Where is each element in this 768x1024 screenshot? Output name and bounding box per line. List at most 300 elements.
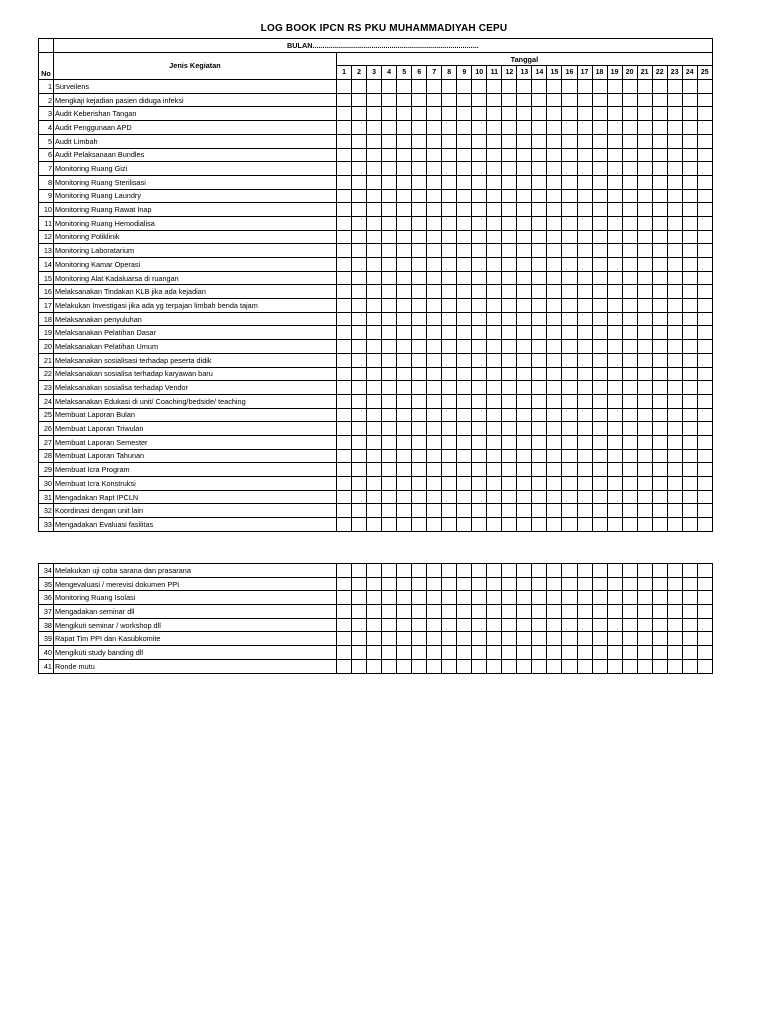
- day-cell[interactable]: [457, 381, 472, 395]
- day-cell[interactable]: [352, 312, 367, 326]
- day-cell[interactable]: [442, 80, 457, 94]
- day-cell[interactable]: [367, 148, 382, 162]
- day-cell[interactable]: [547, 646, 562, 660]
- day-cell[interactable]: [697, 618, 712, 632]
- day-cell[interactable]: [352, 93, 367, 107]
- day-cell[interactable]: [502, 659, 517, 673]
- day-cell[interactable]: [472, 230, 487, 244]
- day-cell[interactable]: [337, 340, 352, 354]
- day-cell[interactable]: [592, 230, 607, 244]
- day-cell[interactable]: [577, 449, 592, 463]
- day-cell[interactable]: [637, 477, 652, 491]
- day-cell[interactable]: [592, 121, 607, 135]
- day-cell[interactable]: [457, 408, 472, 422]
- day-cell[interactable]: [697, 632, 712, 646]
- day-cell[interactable]: [697, 449, 712, 463]
- day-cell[interactable]: [607, 189, 622, 203]
- day-cell[interactable]: [502, 518, 517, 532]
- day-cell[interactable]: [412, 216, 427, 230]
- day-cell[interactable]: [487, 312, 502, 326]
- day-cell[interactable]: [472, 285, 487, 299]
- day-cell[interactable]: [352, 408, 367, 422]
- day-cell[interactable]: [442, 271, 457, 285]
- day-cell[interactable]: [457, 605, 472, 619]
- day-cell[interactable]: [412, 299, 427, 313]
- day-cell[interactable]: [352, 258, 367, 272]
- day-cell[interactable]: [667, 435, 682, 449]
- day-cell[interactable]: [607, 422, 622, 436]
- day-cell[interactable]: [547, 285, 562, 299]
- day-cell[interactable]: [367, 367, 382, 381]
- day-cell[interactable]: [682, 285, 697, 299]
- day-cell[interactable]: [697, 326, 712, 340]
- day-cell[interactable]: [682, 490, 697, 504]
- day-cell[interactable]: [562, 591, 577, 605]
- day-cell[interactable]: [577, 244, 592, 258]
- day-cell[interactable]: [532, 175, 547, 189]
- day-cell[interactable]: [607, 312, 622, 326]
- day-cell[interactable]: [442, 93, 457, 107]
- day-cell[interactable]: [367, 230, 382, 244]
- day-cell[interactable]: [382, 435, 397, 449]
- day-cell[interactable]: [517, 618, 532, 632]
- day-cell[interactable]: [457, 564, 472, 578]
- day-cell[interactable]: [382, 408, 397, 422]
- day-cell[interactable]: [622, 591, 637, 605]
- day-cell[interactable]: [367, 618, 382, 632]
- day-cell[interactable]: [442, 564, 457, 578]
- day-cell[interactable]: [667, 80, 682, 94]
- day-cell[interactable]: [652, 340, 667, 354]
- day-cell[interactable]: [487, 367, 502, 381]
- day-cell[interactable]: [382, 659, 397, 673]
- day-cell[interactable]: [397, 518, 412, 532]
- day-cell[interactable]: [532, 353, 547, 367]
- day-cell[interactable]: [382, 381, 397, 395]
- day-cell[interactable]: [592, 463, 607, 477]
- day-cell[interactable]: [562, 162, 577, 176]
- day-cell[interactable]: [577, 148, 592, 162]
- day-cell[interactable]: [697, 148, 712, 162]
- day-cell[interactable]: [562, 175, 577, 189]
- day-cell[interactable]: [397, 632, 412, 646]
- day-cell[interactable]: [472, 326, 487, 340]
- day-cell[interactable]: [502, 449, 517, 463]
- day-cell[interactable]: [697, 353, 712, 367]
- day-cell[interactable]: [457, 93, 472, 107]
- day-cell[interactable]: [547, 326, 562, 340]
- day-cell[interactable]: [337, 504, 352, 518]
- day-cell[interactable]: [337, 381, 352, 395]
- day-cell[interactable]: [427, 148, 442, 162]
- day-cell[interactable]: [592, 449, 607, 463]
- day-cell[interactable]: [667, 299, 682, 313]
- day-cell[interactable]: [592, 189, 607, 203]
- day-cell[interactable]: [397, 490, 412, 504]
- day-cell[interactable]: [532, 312, 547, 326]
- day-cell[interactable]: [622, 258, 637, 272]
- day-cell[interactable]: [472, 564, 487, 578]
- day-cell[interactable]: [562, 271, 577, 285]
- day-cell[interactable]: [562, 408, 577, 422]
- day-cell[interactable]: [652, 271, 667, 285]
- day-cell[interactable]: [532, 449, 547, 463]
- day-cell[interactable]: [472, 189, 487, 203]
- day-cell[interactable]: [382, 121, 397, 135]
- day-cell[interactable]: [517, 175, 532, 189]
- day-cell[interactable]: [427, 408, 442, 422]
- day-cell[interactable]: [622, 80, 637, 94]
- day-cell[interactable]: [697, 490, 712, 504]
- day-cell[interactable]: [352, 162, 367, 176]
- day-cell[interactable]: [517, 422, 532, 436]
- day-cell[interactable]: [442, 381, 457, 395]
- day-cell[interactable]: [352, 353, 367, 367]
- day-cell[interactable]: [352, 605, 367, 619]
- day-cell[interactable]: [577, 564, 592, 578]
- day-cell[interactable]: [502, 148, 517, 162]
- day-cell[interactable]: [547, 353, 562, 367]
- day-cell[interactable]: [607, 381, 622, 395]
- day-cell[interactable]: [652, 435, 667, 449]
- day-cell[interactable]: [502, 285, 517, 299]
- day-cell[interactable]: [562, 435, 577, 449]
- day-cell[interactable]: [457, 518, 472, 532]
- day-cell[interactable]: [427, 121, 442, 135]
- day-cell[interactable]: [442, 408, 457, 422]
- day-cell[interactable]: [652, 646, 667, 660]
- day-cell[interactable]: [502, 80, 517, 94]
- day-cell[interactable]: [637, 449, 652, 463]
- day-cell[interactable]: [607, 449, 622, 463]
- day-cell[interactable]: [487, 477, 502, 491]
- day-cell[interactable]: [412, 326, 427, 340]
- day-cell[interactable]: [682, 244, 697, 258]
- day-cell[interactable]: [607, 659, 622, 673]
- day-cell[interactable]: [457, 80, 472, 94]
- day-cell[interactable]: [442, 175, 457, 189]
- day-cell[interactable]: [562, 285, 577, 299]
- day-cell[interactable]: [652, 577, 667, 591]
- day-cell[interactable]: [442, 577, 457, 591]
- day-cell[interactable]: [412, 591, 427, 605]
- day-cell[interactable]: [337, 659, 352, 673]
- day-cell[interactable]: [517, 134, 532, 148]
- day-cell[interactable]: [697, 435, 712, 449]
- day-cell[interactable]: [607, 477, 622, 491]
- day-cell[interactable]: [667, 518, 682, 532]
- day-cell[interactable]: [577, 646, 592, 660]
- day-cell[interactable]: [517, 408, 532, 422]
- day-cell[interactable]: [517, 394, 532, 408]
- day-cell[interactable]: [367, 381, 382, 395]
- day-cell[interactable]: [562, 203, 577, 217]
- day-cell[interactable]: [427, 463, 442, 477]
- day-cell[interactable]: [457, 175, 472, 189]
- day-cell[interactable]: [487, 618, 502, 632]
- day-cell[interactable]: [472, 477, 487, 491]
- day-cell[interactable]: [622, 477, 637, 491]
- day-cell[interactable]: [607, 605, 622, 619]
- day-cell[interactable]: [397, 381, 412, 395]
- day-cell[interactable]: [487, 646, 502, 660]
- day-cell[interactable]: [607, 299, 622, 313]
- day-cell[interactable]: [487, 381, 502, 395]
- day-cell[interactable]: [607, 577, 622, 591]
- day-cell[interactable]: [457, 394, 472, 408]
- day-cell[interactable]: [652, 121, 667, 135]
- day-cell[interactable]: [352, 340, 367, 354]
- day-cell[interactable]: [577, 632, 592, 646]
- day-cell[interactable]: [682, 121, 697, 135]
- day-cell[interactable]: [622, 353, 637, 367]
- day-cell[interactable]: [427, 203, 442, 217]
- day-cell[interactable]: [562, 189, 577, 203]
- day-cell[interactable]: [457, 312, 472, 326]
- day-cell[interactable]: [517, 659, 532, 673]
- day-cell[interactable]: [352, 591, 367, 605]
- day-cell[interactable]: [547, 477, 562, 491]
- day-cell[interactable]: [532, 121, 547, 135]
- day-cell[interactable]: [682, 504, 697, 518]
- day-cell[interactable]: [412, 449, 427, 463]
- day-cell[interactable]: [667, 258, 682, 272]
- day-cell[interactable]: [367, 659, 382, 673]
- day-cell[interactable]: [502, 422, 517, 436]
- day-cell[interactable]: [517, 591, 532, 605]
- day-cell[interactable]: [682, 632, 697, 646]
- day-cell[interactable]: [397, 175, 412, 189]
- day-cell[interactable]: [427, 285, 442, 299]
- day-cell[interactable]: [367, 107, 382, 121]
- day-cell[interactable]: [622, 422, 637, 436]
- day-cell[interactable]: [562, 148, 577, 162]
- day-cell[interactable]: [397, 121, 412, 135]
- day-cell[interactable]: [607, 490, 622, 504]
- day-cell[interactable]: [487, 422, 502, 436]
- day-cell[interactable]: [442, 148, 457, 162]
- day-cell[interactable]: [412, 659, 427, 673]
- day-cell[interactable]: [367, 408, 382, 422]
- day-cell[interactable]: [427, 435, 442, 449]
- day-cell[interactable]: [697, 162, 712, 176]
- day-cell[interactable]: [577, 175, 592, 189]
- day-cell[interactable]: [412, 121, 427, 135]
- day-cell[interactable]: [352, 632, 367, 646]
- day-cell[interactable]: [547, 591, 562, 605]
- day-cell[interactable]: [622, 646, 637, 660]
- day-cell[interactable]: [577, 353, 592, 367]
- day-cell[interactable]: [442, 285, 457, 299]
- day-cell[interactable]: [352, 564, 367, 578]
- day-cell[interactable]: [382, 605, 397, 619]
- day-cell[interactable]: [652, 504, 667, 518]
- day-cell[interactable]: [367, 312, 382, 326]
- day-cell[interactable]: [547, 162, 562, 176]
- day-cell[interactable]: [592, 326, 607, 340]
- day-cell[interactable]: [577, 518, 592, 532]
- day-cell[interactable]: [442, 216, 457, 230]
- day-cell[interactable]: [427, 646, 442, 660]
- day-cell[interactable]: [622, 367, 637, 381]
- day-cell[interactable]: [637, 148, 652, 162]
- day-cell[interactable]: [517, 504, 532, 518]
- day-cell[interactable]: [622, 107, 637, 121]
- day-cell[interactable]: [532, 216, 547, 230]
- day-cell[interactable]: [622, 435, 637, 449]
- day-cell[interactable]: [517, 564, 532, 578]
- day-cell[interactable]: [697, 422, 712, 436]
- day-cell[interactable]: [697, 646, 712, 660]
- day-cell[interactable]: [397, 408, 412, 422]
- day-cell[interactable]: [667, 134, 682, 148]
- day-cell[interactable]: [487, 449, 502, 463]
- day-cell[interactable]: [547, 216, 562, 230]
- day-cell[interactable]: [547, 618, 562, 632]
- day-cell[interactable]: [352, 381, 367, 395]
- day-cell[interactable]: [607, 80, 622, 94]
- day-cell[interactable]: [502, 299, 517, 313]
- day-cell[interactable]: [457, 618, 472, 632]
- day-cell[interactable]: [412, 258, 427, 272]
- day-cell[interactable]: [622, 216, 637, 230]
- day-cell[interactable]: [532, 134, 547, 148]
- day-cell[interactable]: [622, 189, 637, 203]
- day-cell[interactable]: [532, 591, 547, 605]
- day-cell[interactable]: [367, 80, 382, 94]
- day-cell[interactable]: [517, 189, 532, 203]
- day-cell[interactable]: [667, 353, 682, 367]
- day-cell[interactable]: [472, 148, 487, 162]
- day-cell[interactable]: [472, 632, 487, 646]
- day-cell[interactable]: [337, 216, 352, 230]
- day-cell[interactable]: [442, 435, 457, 449]
- day-cell[interactable]: [607, 285, 622, 299]
- day-cell[interactable]: [487, 189, 502, 203]
- day-cell[interactable]: [367, 422, 382, 436]
- day-cell[interactable]: [352, 285, 367, 299]
- day-cell[interactable]: [532, 477, 547, 491]
- day-cell[interactable]: [457, 230, 472, 244]
- day-cell[interactable]: [622, 577, 637, 591]
- day-cell[interactable]: [622, 271, 637, 285]
- day-cell[interactable]: [457, 490, 472, 504]
- day-cell[interactable]: [652, 422, 667, 436]
- day-cell[interactable]: [682, 577, 697, 591]
- day-cell[interactable]: [637, 394, 652, 408]
- day-cell[interactable]: [607, 504, 622, 518]
- day-cell[interactable]: [427, 490, 442, 504]
- day-cell[interactable]: [412, 148, 427, 162]
- day-cell[interactable]: [427, 504, 442, 518]
- day-cell[interactable]: [682, 463, 697, 477]
- day-cell[interactable]: [607, 564, 622, 578]
- day-cell[interactable]: [427, 271, 442, 285]
- day-cell[interactable]: [607, 618, 622, 632]
- day-cell[interactable]: [562, 449, 577, 463]
- day-cell[interactable]: [502, 408, 517, 422]
- day-cell[interactable]: [667, 591, 682, 605]
- day-cell[interactable]: [607, 463, 622, 477]
- day-cell[interactable]: [562, 564, 577, 578]
- day-cell[interactable]: [667, 408, 682, 422]
- day-cell[interactable]: [667, 175, 682, 189]
- day-cell[interactable]: [682, 381, 697, 395]
- day-cell[interactable]: [487, 107, 502, 121]
- day-cell[interactable]: [397, 258, 412, 272]
- day-cell[interactable]: [367, 394, 382, 408]
- day-cell[interactable]: [607, 326, 622, 340]
- day-cell[interactable]: [442, 162, 457, 176]
- day-cell[interactable]: [562, 659, 577, 673]
- day-cell[interactable]: [667, 216, 682, 230]
- day-cell[interactable]: [472, 367, 487, 381]
- day-cell[interactable]: [607, 353, 622, 367]
- day-cell[interactable]: [352, 271, 367, 285]
- day-cell[interactable]: [532, 394, 547, 408]
- day-cell[interactable]: [547, 148, 562, 162]
- day-cell[interactable]: [352, 203, 367, 217]
- day-cell[interactable]: [682, 93, 697, 107]
- day-cell[interactable]: [592, 107, 607, 121]
- day-cell[interactable]: [337, 632, 352, 646]
- day-cell[interactable]: [637, 244, 652, 258]
- day-cell[interactable]: [547, 408, 562, 422]
- day-cell[interactable]: [622, 121, 637, 135]
- day-cell[interactable]: [337, 422, 352, 436]
- day-cell[interactable]: [562, 367, 577, 381]
- day-cell[interactable]: [352, 490, 367, 504]
- day-cell[interactable]: [517, 435, 532, 449]
- day-cell[interactable]: [367, 271, 382, 285]
- day-cell[interactable]: [427, 618, 442, 632]
- day-cell[interactable]: [502, 340, 517, 354]
- day-cell[interactable]: [697, 394, 712, 408]
- day-cell[interactable]: [517, 632, 532, 646]
- day-cell[interactable]: [682, 353, 697, 367]
- day-cell[interactable]: [337, 203, 352, 217]
- day-cell[interactable]: [622, 175, 637, 189]
- day-cell[interactable]: [487, 504, 502, 518]
- day-cell[interactable]: [667, 244, 682, 258]
- day-cell[interactable]: [547, 189, 562, 203]
- day-cell[interactable]: [637, 299, 652, 313]
- day-cell[interactable]: [382, 162, 397, 176]
- day-cell[interactable]: [697, 340, 712, 354]
- day-cell[interactable]: [532, 463, 547, 477]
- day-cell[interactable]: [622, 326, 637, 340]
- day-cell[interactable]: [682, 605, 697, 619]
- day-cell[interactable]: [352, 216, 367, 230]
- day-cell[interactable]: [697, 271, 712, 285]
- day-cell[interactable]: [667, 605, 682, 619]
- day-cell[interactable]: [412, 340, 427, 354]
- day-cell[interactable]: [397, 230, 412, 244]
- day-cell[interactable]: [412, 312, 427, 326]
- day-cell[interactable]: [442, 326, 457, 340]
- day-cell[interactable]: [397, 504, 412, 518]
- day-cell[interactable]: [397, 394, 412, 408]
- day-cell[interactable]: [472, 408, 487, 422]
- day-cell[interactable]: [607, 394, 622, 408]
- day-cell[interactable]: [352, 394, 367, 408]
- day-cell[interactable]: [592, 422, 607, 436]
- day-cell[interactable]: [577, 326, 592, 340]
- day-cell[interactable]: [472, 271, 487, 285]
- day-cell[interactable]: [397, 422, 412, 436]
- day-cell[interactable]: [427, 258, 442, 272]
- day-cell[interactable]: [442, 518, 457, 532]
